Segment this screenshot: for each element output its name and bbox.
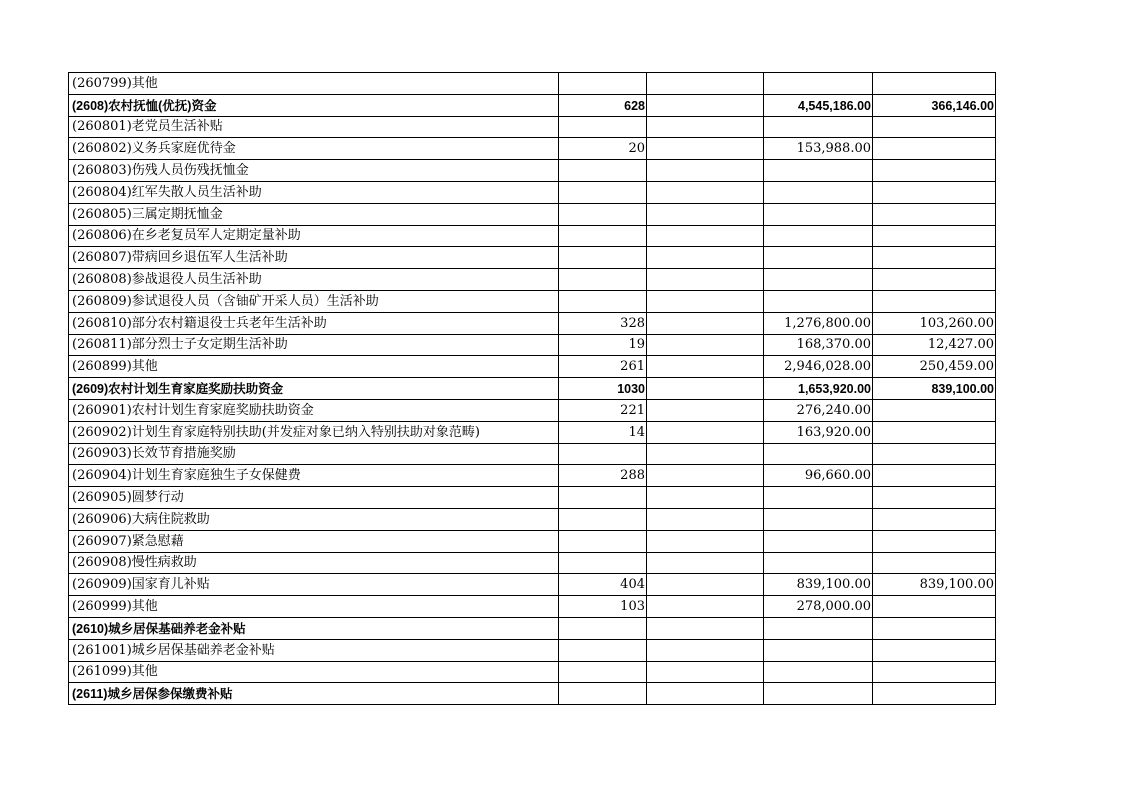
table-row <box>69 247 996 269</box>
blank-cell <box>647 639 764 661</box>
amount-cell: 168,370.00 <box>764 334 873 356</box>
blank-cell <box>647 661 764 683</box>
count-cell: 221 <box>559 399 647 421</box>
blank-cell <box>647 465 764 487</box>
amount-cell: 96,660.00 <box>764 465 873 487</box>
amount-cell <box>764 181 873 203</box>
item-name-cell: (260803)伤残人员伤残抚恤金 <box>69 160 559 182</box>
amount-2-cell <box>873 639 996 661</box>
table-row <box>69 73 996 95</box>
amount-cell <box>764 269 873 291</box>
amount-2-cell <box>873 290 996 312</box>
count-cell: 20 <box>559 138 647 160</box>
item-name-cell: (260899)其他 <box>69 356 559 378</box>
count-cell <box>559 116 647 138</box>
count-cell <box>559 73 647 95</box>
count-cell <box>559 269 647 291</box>
amount-2-cell <box>873 661 996 683</box>
table-category-row <box>69 617 996 639</box>
amount-cell <box>764 683 873 705</box>
amount-cell: 153,988.00 <box>764 138 873 160</box>
table-row <box>69 312 996 334</box>
table-row <box>69 596 996 618</box>
item-name-cell: (260904)计划生育家庭独生子女保健费 <box>69 465 559 487</box>
count-cell: 628 <box>559 94 647 116</box>
blank-cell <box>647 334 764 356</box>
amount-2-cell: 103,260.00 <box>873 312 996 334</box>
blank-cell <box>647 399 764 421</box>
table-row <box>69 290 996 312</box>
table-category-row <box>69 683 996 705</box>
count-cell: 404 <box>559 574 647 596</box>
item-name-cell: (2611)城乡居保参保缴费补贴 <box>69 683 559 705</box>
count-cell <box>559 247 647 269</box>
table-row <box>69 181 996 203</box>
blank-cell <box>647 508 764 530</box>
amount-cell <box>764 203 873 225</box>
count-cell <box>559 203 647 225</box>
blank-cell <box>647 116 764 138</box>
amount-2-cell <box>873 247 996 269</box>
amount-2-cell: 12,427.00 <box>873 334 996 356</box>
item-name-cell: (260799)其他 <box>69 73 559 95</box>
amount-2-cell <box>873 203 996 225</box>
item-name-cell: (260807)带病回乡退伍军人生活补助 <box>69 247 559 269</box>
item-name-cell: (260806)在乡老复员军人定期定量补助 <box>69 225 559 247</box>
table-row <box>69 530 996 552</box>
table-row <box>69 269 996 291</box>
item-name-cell: (260906)大病住院救助 <box>69 508 559 530</box>
amount-cell: 839,100.00 <box>764 574 873 596</box>
item-name-cell: (260808)参战退役人员生活补助 <box>69 269 559 291</box>
count-cell: 103 <box>559 596 647 618</box>
amount-2-cell <box>873 530 996 552</box>
amount-cell <box>764 661 873 683</box>
count-cell <box>559 290 647 312</box>
blank-cell <box>647 225 764 247</box>
table-category-row <box>69 378 996 400</box>
amount-cell: 1,276,800.00 <box>764 312 873 334</box>
amount-2-cell <box>873 138 996 160</box>
count-cell <box>559 683 647 705</box>
amount-cell <box>764 487 873 509</box>
table-row <box>69 465 996 487</box>
amount-2-cell <box>873 269 996 291</box>
blank-cell <box>647 73 764 95</box>
amount-2-cell <box>873 683 996 705</box>
table-row <box>69 639 996 661</box>
item-name-cell: (260902)计划生育家庭特别扶助(并发症对象已纳入特别扶助对象范畴) <box>69 421 559 443</box>
blank-cell <box>647 530 764 552</box>
amount-cell <box>764 617 873 639</box>
amount-cell: 276,240.00 <box>764 399 873 421</box>
table-row <box>69 138 996 160</box>
table-row <box>69 203 996 225</box>
blank-cell <box>647 138 764 160</box>
blank-cell <box>647 94 764 116</box>
item-name-cell: (260908)慢性病救助 <box>69 552 559 574</box>
amount-cell <box>764 116 873 138</box>
item-name-cell: (260907)紧急慰藉 <box>69 530 559 552</box>
blank-cell <box>647 203 764 225</box>
blank-cell <box>647 617 764 639</box>
blank-cell <box>647 160 764 182</box>
table-row <box>69 116 996 138</box>
table-row <box>69 399 996 421</box>
amount-cell <box>764 225 873 247</box>
amount-cell: 2,946,028.00 <box>764 356 873 378</box>
amount-2-cell <box>873 160 996 182</box>
blank-cell <box>647 181 764 203</box>
item-name-cell: (260804)红军失散人员生活补助 <box>69 181 559 203</box>
count-cell <box>559 225 647 247</box>
item-name-cell: (260999)其他 <box>69 596 559 618</box>
table-row <box>69 443 996 465</box>
amount-2-cell: 839,100.00 <box>873 378 996 400</box>
amount-2-cell: 839,100.00 <box>873 574 996 596</box>
amount-2-cell <box>873 399 996 421</box>
count-cell: 14 <box>559 421 647 443</box>
amount-cell <box>764 290 873 312</box>
blank-cell <box>647 378 764 400</box>
item-name-cell: (2610)城乡居保基础养老金补贴 <box>69 617 559 639</box>
amount-2-cell <box>873 596 996 618</box>
amount-2-cell <box>873 487 996 509</box>
blank-cell <box>647 443 764 465</box>
amount-2-cell <box>873 181 996 203</box>
amount-2-cell: 250,459.00 <box>873 356 996 378</box>
count-cell <box>559 639 647 661</box>
count-cell: 1030 <box>559 378 647 400</box>
blank-cell <box>647 356 764 378</box>
count-cell: 288 <box>559 465 647 487</box>
blank-cell <box>647 421 764 443</box>
table-row <box>69 421 996 443</box>
amount-cell <box>764 639 873 661</box>
count-cell <box>559 181 647 203</box>
table-row <box>69 552 996 574</box>
item-name-cell: (261001)城乡居保基础养老金补贴 <box>69 639 559 661</box>
blank-cell <box>647 596 764 618</box>
table-category-row <box>69 94 996 116</box>
count-cell <box>559 508 647 530</box>
amount-2-cell <box>873 617 996 639</box>
amount-2-cell <box>873 508 996 530</box>
amount-cell: 4,545,186.00 <box>764 94 873 116</box>
table-row <box>69 225 996 247</box>
table-row <box>69 487 996 509</box>
amount-2-cell <box>873 73 996 95</box>
count-cell <box>559 160 647 182</box>
count-cell: 261 <box>559 356 647 378</box>
amount-cell <box>764 160 873 182</box>
amount-2-cell <box>873 225 996 247</box>
amount-cell: 1,653,920.00 <box>764 378 873 400</box>
item-name-cell: (260801)老党员生活补贴 <box>69 116 559 138</box>
amount-cell <box>764 552 873 574</box>
amount-2-cell <box>873 421 996 443</box>
subsidy-table <box>68 72 996 705</box>
item-name-cell: (260901)农村计划生育家庭奖励扶助资金 <box>69 399 559 421</box>
count-cell <box>559 487 647 509</box>
table-body <box>69 73 996 705</box>
blank-cell <box>647 312 764 334</box>
amount-cell: 278,000.00 <box>764 596 873 618</box>
amount-cell <box>764 73 873 95</box>
amount-2-cell <box>873 443 996 465</box>
blank-cell <box>647 247 764 269</box>
table-row <box>69 334 996 356</box>
item-name-cell: (2609)农村计划生育家庭奖励扶助资金 <box>69 378 559 400</box>
blank-cell <box>647 269 764 291</box>
amount-2-cell <box>873 465 996 487</box>
table-row <box>69 508 996 530</box>
item-name-cell: (260805)三属定期抚恤金 <box>69 203 559 225</box>
count-cell <box>559 530 647 552</box>
count-cell <box>559 552 647 574</box>
item-name-cell: (261099)其他 <box>69 661 559 683</box>
count-cell <box>559 617 647 639</box>
blank-cell <box>647 290 764 312</box>
table-row <box>69 160 996 182</box>
item-name-cell: (2608)农村抚恤(优抚)资金 <box>69 94 559 116</box>
item-name-cell: (260811)部分烈士子女定期生活补助 <box>69 334 559 356</box>
item-name-cell: (260905)圆梦行动 <box>69 487 559 509</box>
item-name-cell: (260909)国家育儿补贴 <box>69 574 559 596</box>
amount-cell: 163,920.00 <box>764 421 873 443</box>
item-name-cell: (260802)义务兵家庭优待金 <box>69 138 559 160</box>
amount-2-cell <box>873 552 996 574</box>
count-cell: 328 <box>559 312 647 334</box>
item-name-cell: (260903)长效节育措施奖励 <box>69 443 559 465</box>
item-name-cell: (260810)部分农村籍退役士兵老年生活补助 <box>69 312 559 334</box>
amount-2-cell <box>873 116 996 138</box>
table-row <box>69 356 996 378</box>
count-cell: 19 <box>559 334 647 356</box>
amount-cell <box>764 247 873 269</box>
count-cell <box>559 443 647 465</box>
item-name-cell: (260809)参试退役人员（含铀矿开采人员）生活补助 <box>69 290 559 312</box>
amount-cell <box>764 443 873 465</box>
blank-cell <box>647 552 764 574</box>
blank-cell <box>647 574 764 596</box>
count-cell <box>559 661 647 683</box>
amount-cell <box>764 530 873 552</box>
amount-cell <box>764 508 873 530</box>
amount-2-cell: 366,146.00 <box>873 94 996 116</box>
blank-cell <box>647 487 764 509</box>
table-row <box>69 661 996 683</box>
table-row <box>69 574 996 596</box>
blank-cell <box>647 683 764 705</box>
